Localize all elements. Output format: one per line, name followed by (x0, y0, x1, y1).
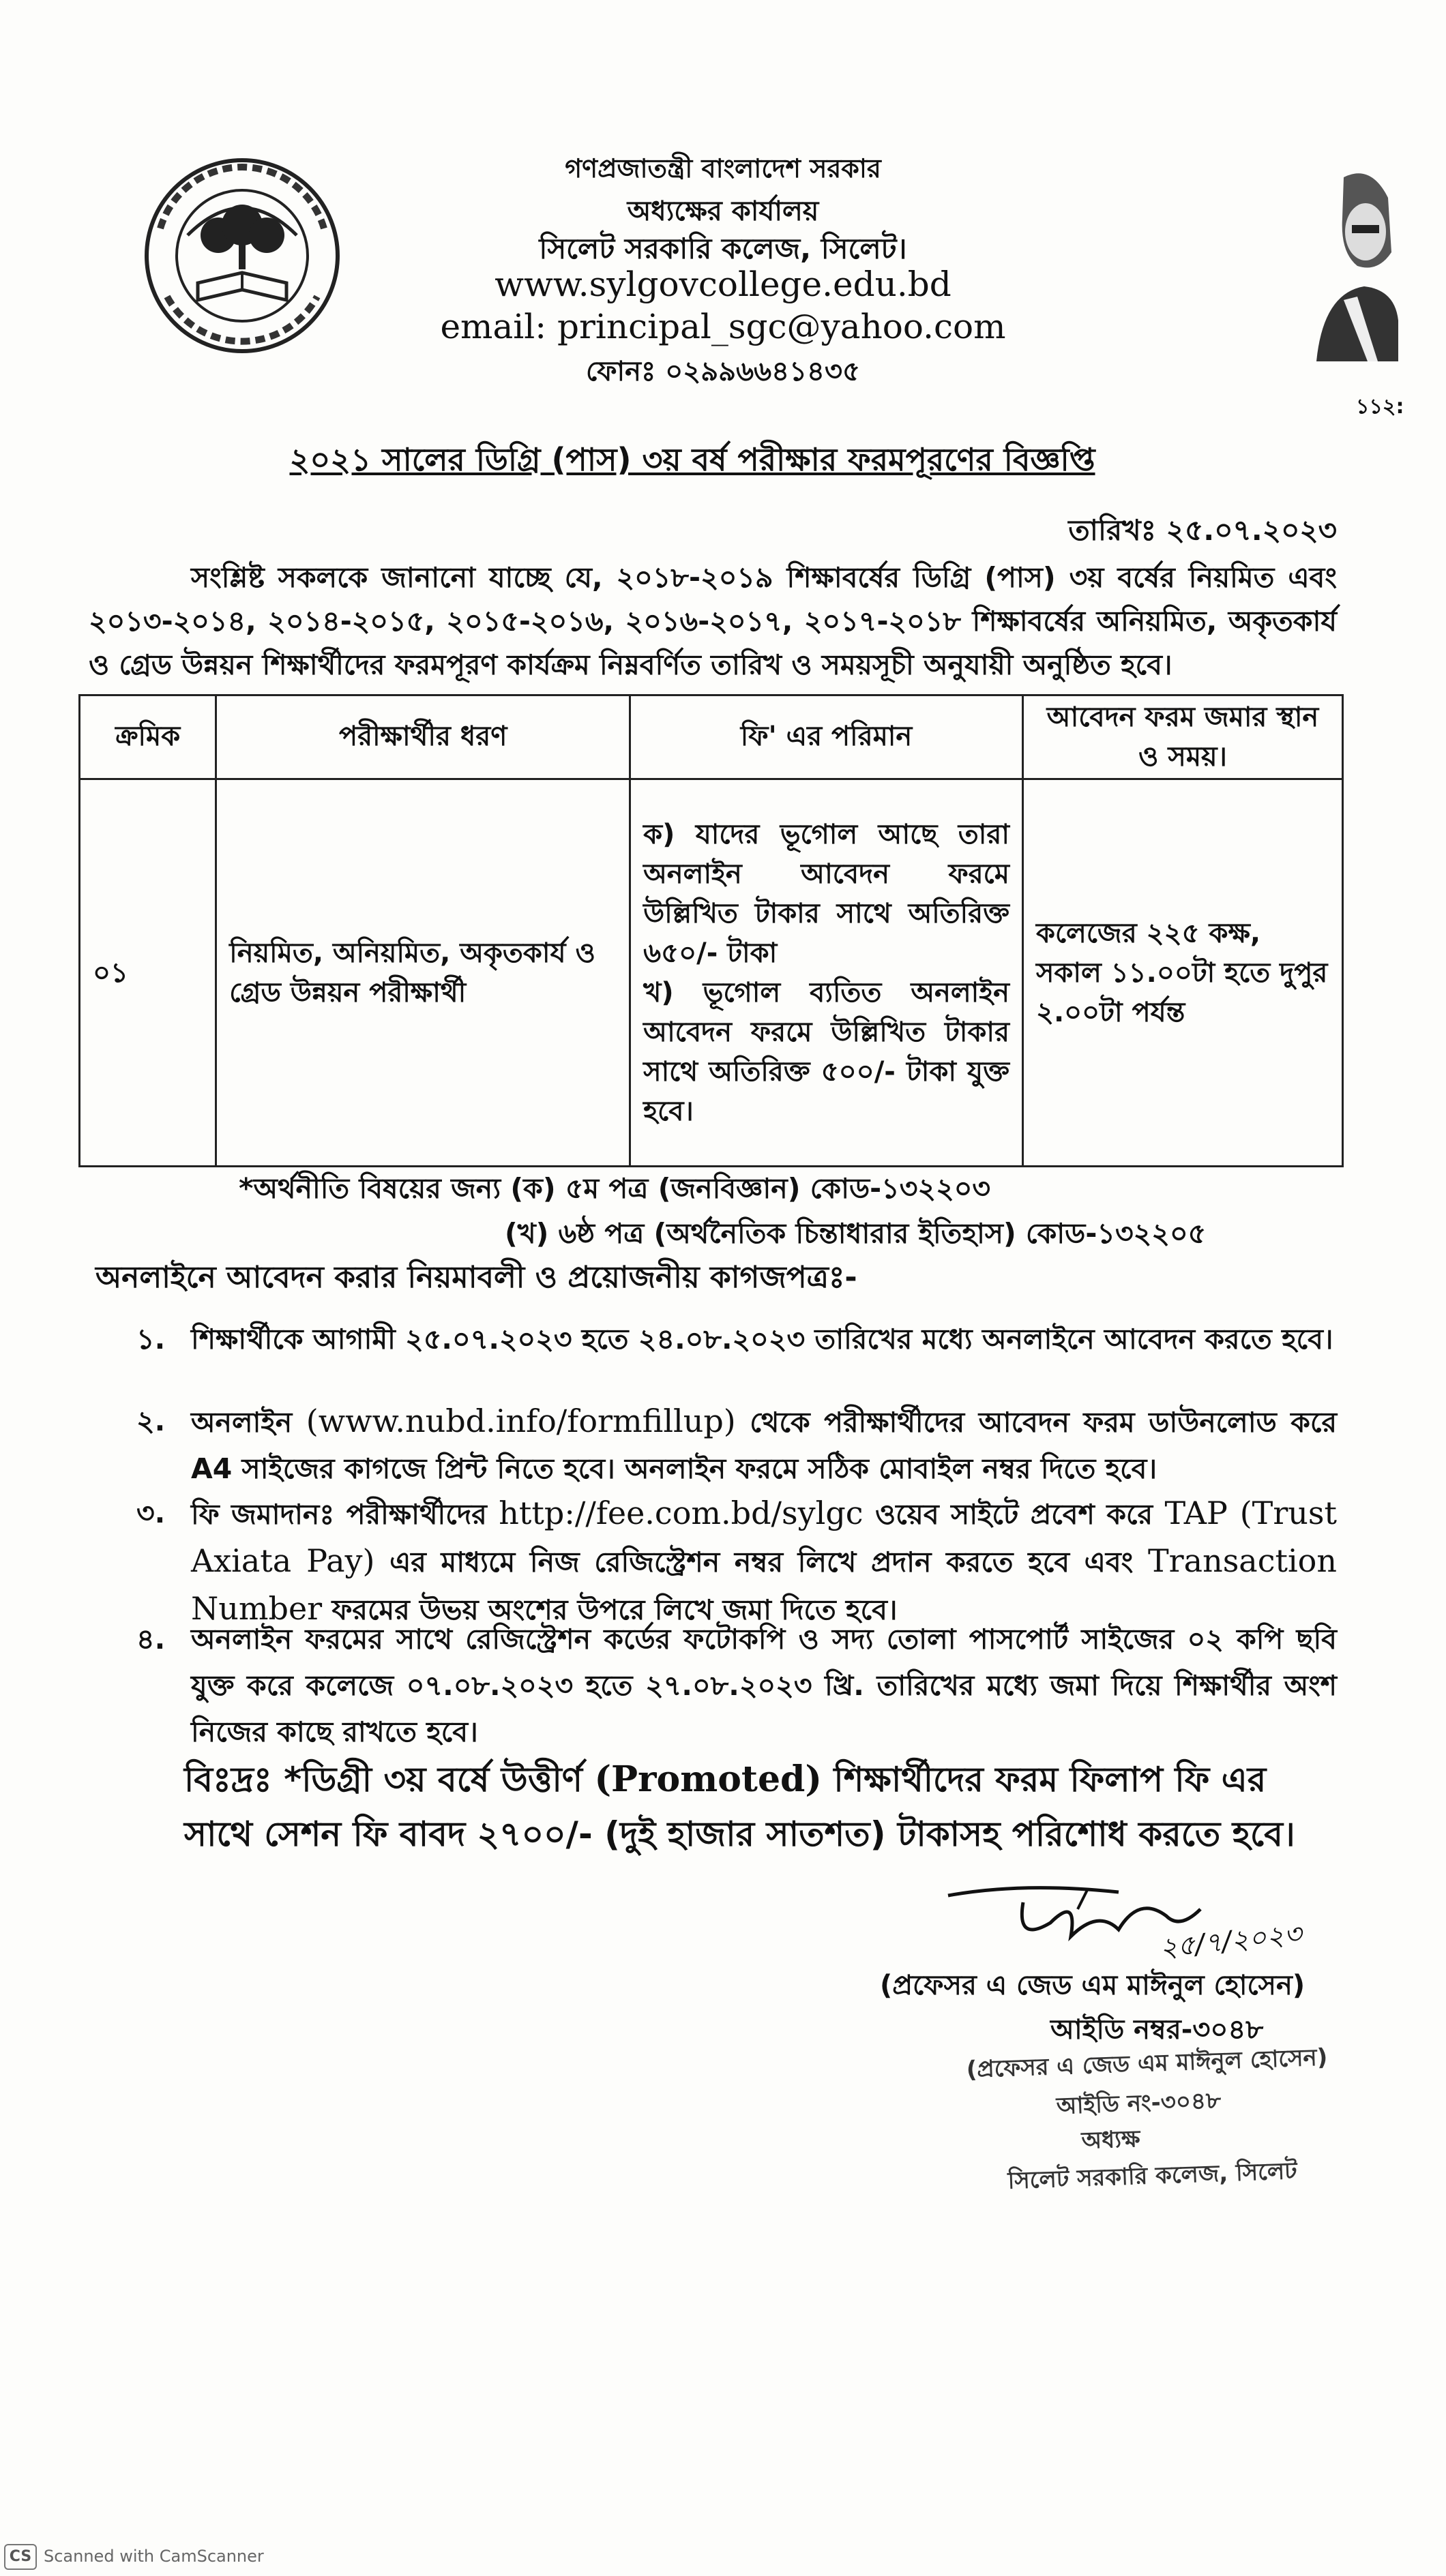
header-submission-place: আবেদন ফরম জমার স্থান ও সময়। (1022, 695, 1342, 779)
rule-item (136, 1490, 1337, 1633)
notice-intro: সংশ্লিষ্ট সকলকে জানানো যাচ্ছে যে, ২০১৮-২০১৯ শিক্ষাবর্ষের ডিগ্রি (পাস) ৩য় বর্ষের নিয়মিত এবং ২০১৩-২০১৪, ২০১৪-২০১৫, ২০১৫-২০১৬, ২০১৬-২০১৭, ২০১৭-২০১৮ শিক্ষাবর্ষের অনিয়মিত, অকৃতকার্য ও গ্রেড উন্নয়ন শিক্ষার্থীদের ফরমপূরণ কার্যক্রম নিম্নবর্ণিত তারিখ ও সময়সূচী অনুযায়ী অনুষ্ঠিত হবে। (89, 561, 1337, 681)
rule-text-part: এর মাধ্যমে নিজ রেজিস্ট্রেশন নম্বর লিখে প্রদান করতে হবে এবং (389, 1546, 1134, 1578)
camscanner-icon: CS (4, 2544, 37, 2570)
header-phone: ফোনঃ ০২৯৯৬৬৪১৪৩৫ (586, 356, 860, 387)
stamp-title: অধ্যক্ষ (1080, 2125, 1141, 2155)
cell-fee-amount (630, 779, 1023, 1167)
table-row (80, 779, 1343, 1167)
rule-text-part: ফরমের উভয় অংশের উপরে লিখে জমা দিতে হবে। (331, 1593, 898, 1626)
fee-option-a: ক) যাদের ভূগোল আছে তারা অনলাইন আবেদন ফরমে উল্লিখিত টাকার সাথে অতিরিক্ত ৬৫০/- টাকা (643, 818, 1009, 969)
official-stamp (966, 2032, 1354, 2222)
rule-item (136, 1398, 1337, 1492)
economics-note-a: *অর্থনীতি বিষয়ের জন্য (ক) ৫ম পত্র (জনবিজ্ঞান) কোড-১৩২২০৩ (239, 1172, 991, 1205)
rule-item (136, 1616, 1337, 1755)
header-college: সিলেট সরকারি কলেজ, সিলেট। (539, 232, 907, 265)
tap-label: TAP (Trust Axiata Pay) (191, 1495, 1338, 1579)
header-govt: গণপ্রজাতন্ত্রী বাংলাদেশ সরকার (565, 153, 881, 183)
promoted-label: (Promoted) (594, 1758, 822, 1800)
nb-text-part: বিঃদ্রঃ *ডিগ্রী ৩য় বর্ষে উত্তীর্ণ (184, 1760, 583, 1799)
rule-text-part: ফি জমাদানঃ পরীক্ষার্থীদের (191, 1498, 487, 1531)
rule-text-part: ওয়েব সাইটে প্রবেশ করে (875, 1498, 1153, 1531)
rules-title: অনলাইনে আবেদন করার নিয়মাবলী ও প্রয়োজনীয় কাগজপত্রঃ- (95, 1260, 857, 1295)
scanner-footer (0, 2541, 273, 2570)
header-examinee-type: পরীক্ষার্থীর ধরণ (216, 695, 630, 779)
notice-title: ২০২১ সালের ডিগ্রি (পাস) ৩য় বর্ষ পরীক্ষার ফরমপূরণের বিজ্ঞপ্তি (289, 441, 1095, 478)
stamp-id: আইডি নং-৩০৪৮ (1056, 2086, 1222, 2121)
fee-table (78, 694, 1344, 1167)
rule-text-part: অনলাইন (191, 1406, 293, 1439)
nota-bene (184, 1752, 1344, 1861)
rule-text (191, 1490, 1337, 1633)
header-fee-amount: ফি' এর পরিমান (630, 695, 1023, 779)
rule-number: ১. (136, 1323, 166, 1356)
transaction-number-label: Transaction Number (191, 1542, 1338, 1627)
rule-number: ৪. (136, 1623, 166, 1656)
formfillup-url: (www.nubd.info/formfillup) (306, 1403, 736, 1439)
portrait-image (1303, 157, 1398, 361)
fee-url: http://fee.com.bd/sylgc (499, 1495, 864, 1531)
economics-note-b: (খ) ৬ষ্ঠ পত্র (অর্থনৈতিক চিন্তাধারার ইতিহাস) কোড-১৩২২০৫ (505, 1217, 1207, 1250)
signature-date: ২৫/৭/২০২৩ (1158, 1918, 1303, 1964)
notice-date: তারিখঃ ২৫.০৭.২০২৩ (1068, 513, 1337, 547)
college-logo (140, 153, 344, 358)
nb-text-part: শিক্ষার্থীদের ফরম ফিলাপ ফি এর সাথে সেশন ফি বাবদ ২৭০০/- (দুই হাজার সাতশত) টাকাসহ পরিশোধ করতে হবে। (184, 1760, 1295, 1854)
cell-submission-place: কলেজের ২২৫ কক্ষ, সকাল ১১.০০টা হতে দুপুর ২.০০টা পর্যন্ত (1022, 779, 1342, 1167)
cell-serial: ০১ (80, 779, 216, 1167)
header-office: অধ্যক্ষের কার্যালয় (627, 196, 819, 227)
header-email: email: principal_sgc@yahoo.com (440, 307, 1006, 346)
scanner-text: Scanned with CamScanner (44, 2547, 264, 2566)
rule-text-part: থেকে পরীক্ষার্থীদের আবেদন ফরম ডাউনলোড করে A4 সাইজের কাগজে প্রিন্ট নিতে হবে। অনলাইন ফরমে সঠিক মোবাইল নম্বর দিতে হবে। (191, 1406, 1338, 1485)
rule-number: ৩. (136, 1497, 166, 1529)
rule-text: অনলাইন ফরমের সাথে রেজিস্ট্রেশন কর্ডের ফটোকপি ও সদ্য তোলা পাসপোর্ট সাইজের ০২ কপি ছবি যুক্ত করে কলেজে ০৭.০৮.২০২৩ হতে ২৭.০৮.২০২৩ খ্রি. তারিখের মধ্যে জমা দিয়ে শিক্ষার্থীর অংশ নিজের কাছে রাখতে হবে। (191, 1623, 1337, 1748)
stamp-name: (প্রফেসর এ জেড এম মাঈনুল হোসেন) (966, 2043, 1328, 2084)
table-header-row (80, 695, 1343, 779)
rule-text (191, 1398, 1337, 1492)
rule-text: শিক্ষার্থীকে আগামী ২৫.০৭.২০২৩ হতে ২৪.০৮.২০২৩ তারিখের মধ্যে অনলাইনে আবেদন করতে হবে। (191, 1323, 1333, 1356)
rule-item (136, 1316, 1337, 1362)
edge-mark: ১১২: (1356, 395, 1404, 419)
signatory-name: (প্রফেসর এ জেড এম মাঈনুল হোসেন) (880, 1970, 1305, 2001)
rule-number: ২. (136, 1405, 166, 1437)
header-website: www.sylgovcollege.edu.bd (495, 265, 951, 304)
signatory-id: আইডি নম্বর-৩০৪৮ (1050, 2014, 1264, 2046)
header-serial: ক্রমিক (80, 695, 216, 779)
cell-examinee-type: নিয়মিত, অনিয়মিত, অকৃতকার্য ও গ্রেড উন্নয়ন পরীক্ষার্থী (216, 779, 630, 1167)
stamp-college: সিলেট সরকারি কলেজ, সিলেট (1007, 2157, 1298, 2195)
fee-option-b: খ) ভূগোল ব্যতিত অনলাইন আবেদন ফরমে উল্লিখিত টাকার সাথে অতিরিক্ত ৫০০/- টাকা যুক্ত হবে। (643, 976, 1009, 1127)
